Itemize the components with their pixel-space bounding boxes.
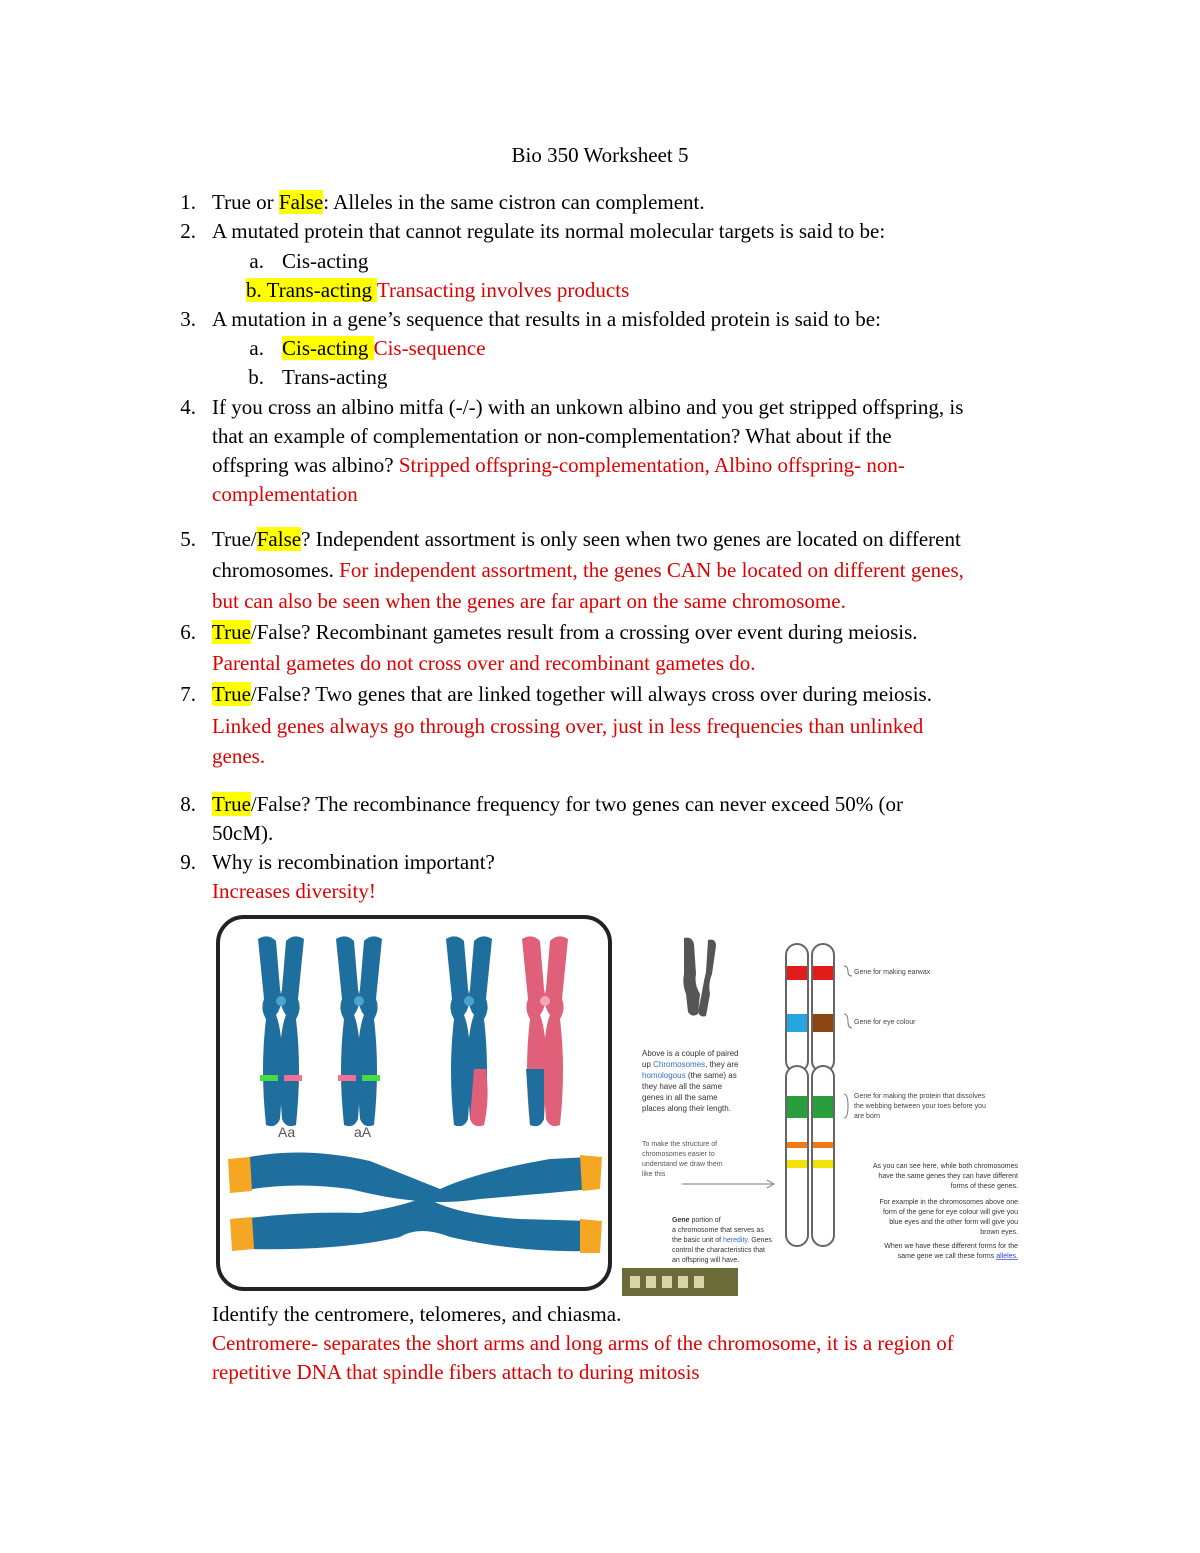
svg-text:blue eyes and the other form w: blue eyes and the other form will give you: [889, 1219, 1018, 1226]
q4-answer-cont: complementation: [212, 482, 358, 506]
q7-number: 7.: [180, 682, 196, 706]
q8-number: 8.: [180, 792, 196, 816]
svg-text:form of the gene for eye colou: form of the gene for eye colour will give you: [882, 1209, 1018, 1216]
webbing-gene-label-1: Gene for making the protein that dissolves: [854, 1093, 986, 1100]
chromosome-figure: [216, 915, 612, 1291]
q9-number: 9.: [180, 850, 196, 874]
svg-text:same gene we call these forms: same gene we call these forms alleles.: [897, 1253, 1018, 1260]
q2-option-a-label: a.: [249, 249, 264, 273]
svg-text:For example in the chromosomes: For example in the chromosomes above one: [879, 1199, 1018, 1206]
rewind-icon[interactable]: [678, 1276, 688, 1288]
q5-answer-cont: but can also be seen when the genes are far apart on the same chromosome.: [212, 589, 846, 613]
drawing-explanation: [642, 1141, 723, 1178]
chromosome-2: [336, 936, 382, 1126]
question-2: A mutated protein that cannot regulate its normal molecular targets is said to be:: [212, 219, 886, 243]
page-title: Bio 350 Worksheet 5: [511, 143, 689, 167]
q3-option-a-label: a.: [249, 336, 264, 360]
chromosome-pair-drawing: [786, 944, 834, 1246]
q5-answer-highlight: False: [256, 527, 302, 551]
svg-text:homologous (the same) as: homologous (the same) as: [642, 1071, 737, 1080]
svg-text:places along their length.: places along their length.: [642, 1104, 731, 1113]
centromere-answer-cont: repetitive DNA that spindle fibers attach to during mitosis: [212, 1360, 700, 1384]
photo-chromosomes: [683, 938, 716, 1017]
svg-text:genes in all the same: genes in all the same: [642, 1093, 718, 1102]
forward-icon[interactable]: [694, 1276, 704, 1288]
svg-text:As you can see here, while bot: As you can see here, while both chromosomes: [872, 1163, 1018, 1170]
q2-option-a: Cis-acting: [282, 249, 369, 273]
q6-answer-highlight: True: [212, 620, 251, 644]
q5-number: 5.: [180, 527, 196, 551]
earwax-gene-label: Gene for making earwax: [854, 969, 931, 976]
question-7: True/False? Two genes that are linked together will always cross over during meiosis.: [212, 682, 932, 706]
q2-answer-note: Transacting involves products: [376, 278, 630, 302]
q1-answer-highlight: False: [278, 190, 324, 214]
question-8-line-2: 50cM).: [212, 821, 274, 845]
q8-answer-highlight: True: [212, 792, 251, 816]
svg-text:a chromosome that serves as: a chromosome that serves as: [672, 1227, 764, 1234]
svg-text:the basic unit of heredity. Ge: the basic unit of heredity. Genes: [672, 1237, 772, 1244]
chromosome-4: [522, 936, 568, 1126]
centromere-answer: Centromere- separates the short arms and long arms of the chromosome, it is a region of: [212, 1331, 954, 1355]
alleles-explanation: [873, 1163, 1019, 1260]
svg-text:have the same genes they can h: have the same genes they can have different: [878, 1173, 1018, 1180]
q5-answer: For independent assortment, the genes CAN be located on different genes,: [339, 558, 964, 582]
q6-number: 6.: [180, 620, 196, 644]
svg-text:an offspring will have.: an offspring will have.: [672, 1257, 740, 1264]
question-6: True/False? Recombinant gametes result from a crossing over event during meiosis.: [212, 620, 918, 644]
homologous-diagram: [622, 914, 1036, 1296]
q1-number: 1.: [180, 190, 196, 214]
play-icon[interactable]: [630, 1276, 640, 1288]
q9-answer: Increases diversity!: [212, 879, 376, 903]
homologous-chromosomes-figure: [622, 914, 1036, 1296]
eye-colour-gene-label: Gene for eye colour: [854, 1019, 916, 1026]
q2-number: 2.: [180, 219, 196, 243]
q2-option-b: [246, 276, 629, 304]
genotype-label-right: aA: [354, 1124, 372, 1140]
svg-text:brown eyes.: brown eyes.: [980, 1229, 1018, 1236]
svg-text:forms of these genes.: forms of these genes.: [950, 1183, 1018, 1190]
q4-number: 4.: [180, 395, 196, 419]
question-3: A mutation in a gene’s sequence that results in a misfolded protein is said to be:: [212, 307, 881, 331]
svg-text:control the characteristics th: control the characteristics that: [672, 1247, 765, 1254]
question-5-line-2: chromosomes. For independent assortment, the genes CAN be located on different genes,: [212, 558, 964, 582]
q6-answer: Parental gametes do not cross over and recombinant gametes do.: [212, 651, 756, 675]
video-controls[interactable]: [622, 1268, 738, 1296]
question-4-line-3: offspring was albino? Stripped offspring-complementation, Albino offspring- non-: [212, 453, 905, 477]
svg-text:understand we draw them: understand we draw them: [642, 1161, 723, 1168]
pause-icon[interactable]: [646, 1276, 656, 1288]
svg-text:they have all the same: they have all the same: [642, 1082, 723, 1091]
question-9: Why is recombination important?: [212, 850, 495, 874]
question-1: True or False: Alleles in the same cistron can complement.: [212, 190, 705, 214]
q3-number: 3.: [180, 307, 196, 331]
q3-option-a: [282, 334, 486, 362]
question-4-line-1: If you cross an albino mitfa (-/-) with an unkown albino and you get stripped offspring, is: [212, 395, 964, 419]
webbing-gene-label-3: are born: [854, 1113, 881, 1120]
svg-text:Gene portion of: Gene portion of: [672, 1217, 721, 1224]
q3-answer-note: Cis-sequence: [373, 336, 486, 360]
svg-text:like this: like this: [642, 1171, 666, 1178]
q4-answer: Stripped offspring-complementation, Albino offspring- non-: [398, 453, 905, 477]
q7-answer-cont: genes.: [212, 744, 266, 768]
identify-prompt: Identify the centromere, telomeres, and chiasma.: [212, 1302, 622, 1326]
svg-text:up Chromosomes, they are: up Chromosomes, they are: [642, 1060, 739, 1069]
chromosome-3: [446, 936, 492, 1126]
stop-icon[interactable]: [662, 1276, 672, 1288]
svg-text:Above is a couple of paired: Above is a couple of paired: [642, 1049, 739, 1058]
webbing-gene-label-2: the webbing between your toes before you: [854, 1103, 986, 1110]
question-4-line-2: that an example of complementation or non-complementation? What about if the: [212, 424, 892, 448]
gene-definition: [672, 1217, 772, 1264]
genotype-label-left: Aa: [278, 1124, 296, 1140]
chromosome-1: [258, 936, 304, 1126]
crossing-over-chromosomes: [228, 1152, 602, 1253]
chromosome-illustration: [220, 919, 608, 1287]
svg-text:To make the structure of: To make the structure of: [642, 1141, 718, 1148]
q3-option-a-highlight: Cis-acting: [282, 336, 374, 360]
question-8: True/False? The recombinance frequency for two genes can never exceed 50% (or: [212, 792, 903, 816]
q3-option-b-label: b.: [248, 365, 264, 389]
svg-text:chromosomes easier to: chromosomes easier to: [642, 1151, 715, 1158]
svg-text:When we have these different f: When we have these different forms for the: [884, 1243, 1018, 1250]
question-5: True/False? Independent assortment is only seen when two genes are located on different: [212, 527, 961, 551]
q7-answer: Linked genes always go through crossing over, just in less frequencies than unlinked: [212, 714, 924, 738]
q2-option-b-highlight: b. Trans-acting: [246, 278, 377, 302]
q3-option-b: Trans-acting: [282, 365, 388, 389]
q7-answer-highlight: True: [212, 682, 251, 706]
homologous-explanation: [642, 1049, 739, 1113]
